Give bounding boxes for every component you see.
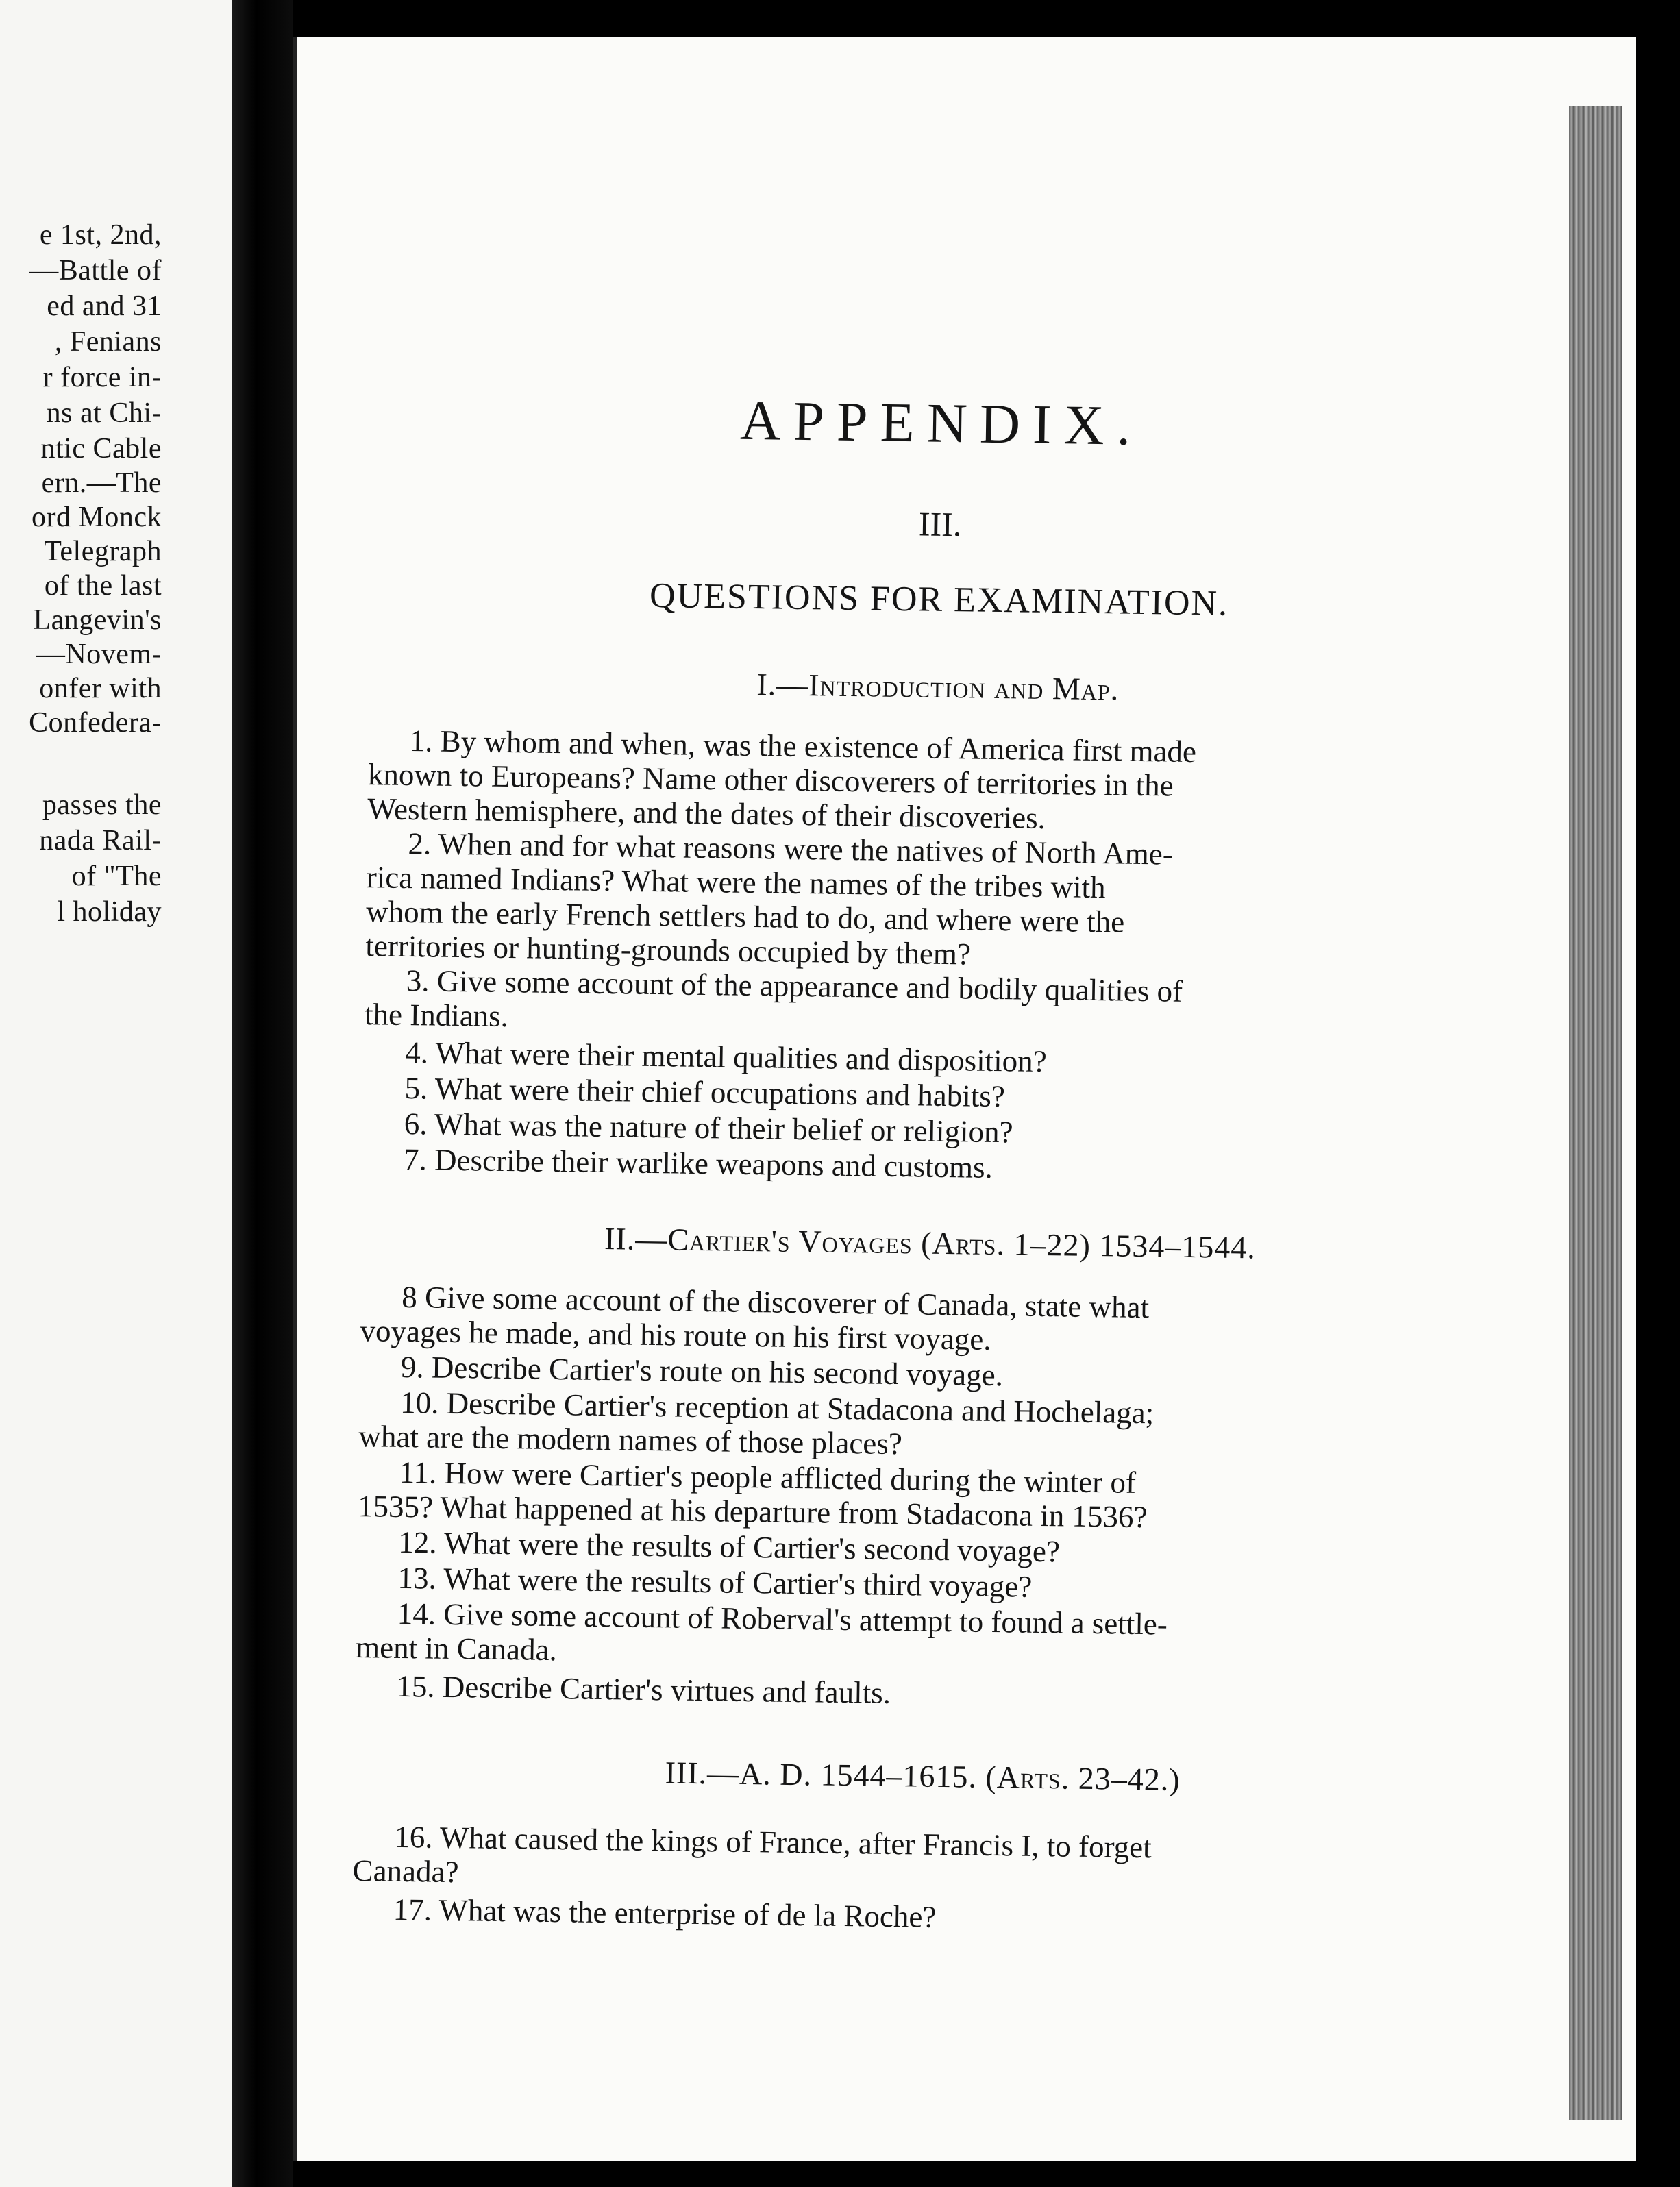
appendix-number: III. bbox=[918, 504, 962, 544]
left-page-line: ed and 31 bbox=[47, 291, 162, 322]
page-content bbox=[352, 37, 1529, 1934]
question-line: 2. When and for what reasons were the natives of North Ame- bbox=[408, 826, 1174, 872]
question-line: 6. What was the nature of their belief or religion? bbox=[404, 1106, 1013, 1150]
section-heading: III.—A. D. 1544–1615. (Arts. 23–42.) bbox=[665, 1755, 1181, 1797]
question-line: 10. Describe Cartier's reception at Stadacona and Hochelaga; bbox=[399, 1385, 1154, 1431]
question-line: 7. Describe their warlike weapons and customs. bbox=[403, 1141, 993, 1185]
page-title: APPENDIX. bbox=[739, 388, 1144, 457]
left-facing-page bbox=[0, 0, 232, 2187]
left-page-line: l holiday bbox=[57, 896, 162, 928]
question-line: known to Europeans? Name other discoverers of territories in the bbox=[367, 757, 1174, 803]
left-page-line: r force in- bbox=[42, 362, 162, 393]
question-line: rica named Indians? What were the names of the tribes with bbox=[366, 860, 1106, 905]
question-line: 14. Give some account of Roberval's attempt to found a settle- bbox=[397, 1596, 1168, 1642]
question-line: 13. What were the results of Cartier's third voyage? bbox=[397, 1560, 1033, 1604]
page-edges bbox=[1569, 106, 1622, 2120]
question-line: whom the early French settlers had to do, and where were the bbox=[365, 894, 1125, 939]
left-page-line: onfer with bbox=[39, 673, 162, 704]
question-line: 9. Describe Cartier's route on his second voyage. bbox=[400, 1349, 1004, 1393]
question-line: 5. What were their chief occupations and habits? bbox=[404, 1070, 1006, 1114]
left-page-line: nada Rail- bbox=[39, 825, 162, 856]
question-line: 8 Give some account of the discoverer of Canada, state what bbox=[401, 1279, 1150, 1325]
question-line: 15. Describe Cartier's virtues and faults. bbox=[396, 1668, 891, 1710]
left-page-line: passes the bbox=[42, 789, 162, 821]
left-page-line: —Battle of bbox=[29, 255, 162, 286]
question-line: 3. Give some account of the appearance and bodily qualities of bbox=[406, 963, 1183, 1009]
question-line: ment in Canada. bbox=[355, 1630, 558, 1668]
question-line: Canada? bbox=[352, 1853, 459, 1890]
left-page-line: e 1st, 2nd, bbox=[39, 219, 162, 251]
section-heading: I.—Introduction and Map. bbox=[756, 667, 1120, 707]
question-line: Western hemisphere, and the dates of their discoveries. bbox=[367, 791, 1046, 835]
left-page-line: ord Monck bbox=[32, 502, 162, 533]
question-line: territories or hunting-grounds occupied by them? bbox=[365, 928, 972, 972]
left-page-line: —Novem- bbox=[36, 639, 162, 670]
left-page-line: Telegraph bbox=[44, 536, 162, 567]
question-line: the Indians. bbox=[364, 997, 509, 1034]
left-page-line: ern.—The bbox=[41, 467, 162, 499]
left-page-line: , Fenians bbox=[54, 326, 162, 358]
left-page-line: Langevin's bbox=[33, 604, 162, 636]
book-gutter bbox=[232, 0, 293, 2187]
left-page-line: ntic Cable bbox=[40, 433, 162, 465]
section-heading: II.—Cartier's Voyages (Arts. 1–22) 1534–1544. bbox=[604, 1221, 1257, 1265]
question-line: 11. How were Cartier's people afflicted during the winter of bbox=[399, 1455, 1137, 1500]
question-line: voyages he made, and his route on his first voyage. bbox=[360, 1313, 991, 1357]
question-line: 1. By whom and when, was the existence of America first made bbox=[409, 724, 1197, 769]
question-line: 12. What were the results of Cartier's second voyage? bbox=[397, 1524, 1061, 1569]
main-heading: QUESTIONS FOR EXAMINATION. bbox=[649, 576, 1229, 623]
question-line: 16. What caused the kings of France, after Francis I, to forget bbox=[393, 1819, 1152, 1865]
appendix-page bbox=[293, 37, 1636, 2161]
question-line: what are the modern names of those places? bbox=[358, 1419, 903, 1461]
question-line: 1535? What happened at his departure from Stadacona in 1536? bbox=[357, 1489, 1148, 1535]
question-line: 17. What was the enterprise of de la Roche? bbox=[393, 1892, 937, 1934]
left-page-line: Confedera- bbox=[29, 707, 162, 739]
left-page-line: of "The bbox=[71, 861, 162, 892]
left-page-line: of the last bbox=[44, 570, 162, 602]
question-line: 4. What were their mental qualities and disposition? bbox=[404, 1035, 1048, 1079]
left-page-line: ns at Chi- bbox=[46, 397, 162, 429]
